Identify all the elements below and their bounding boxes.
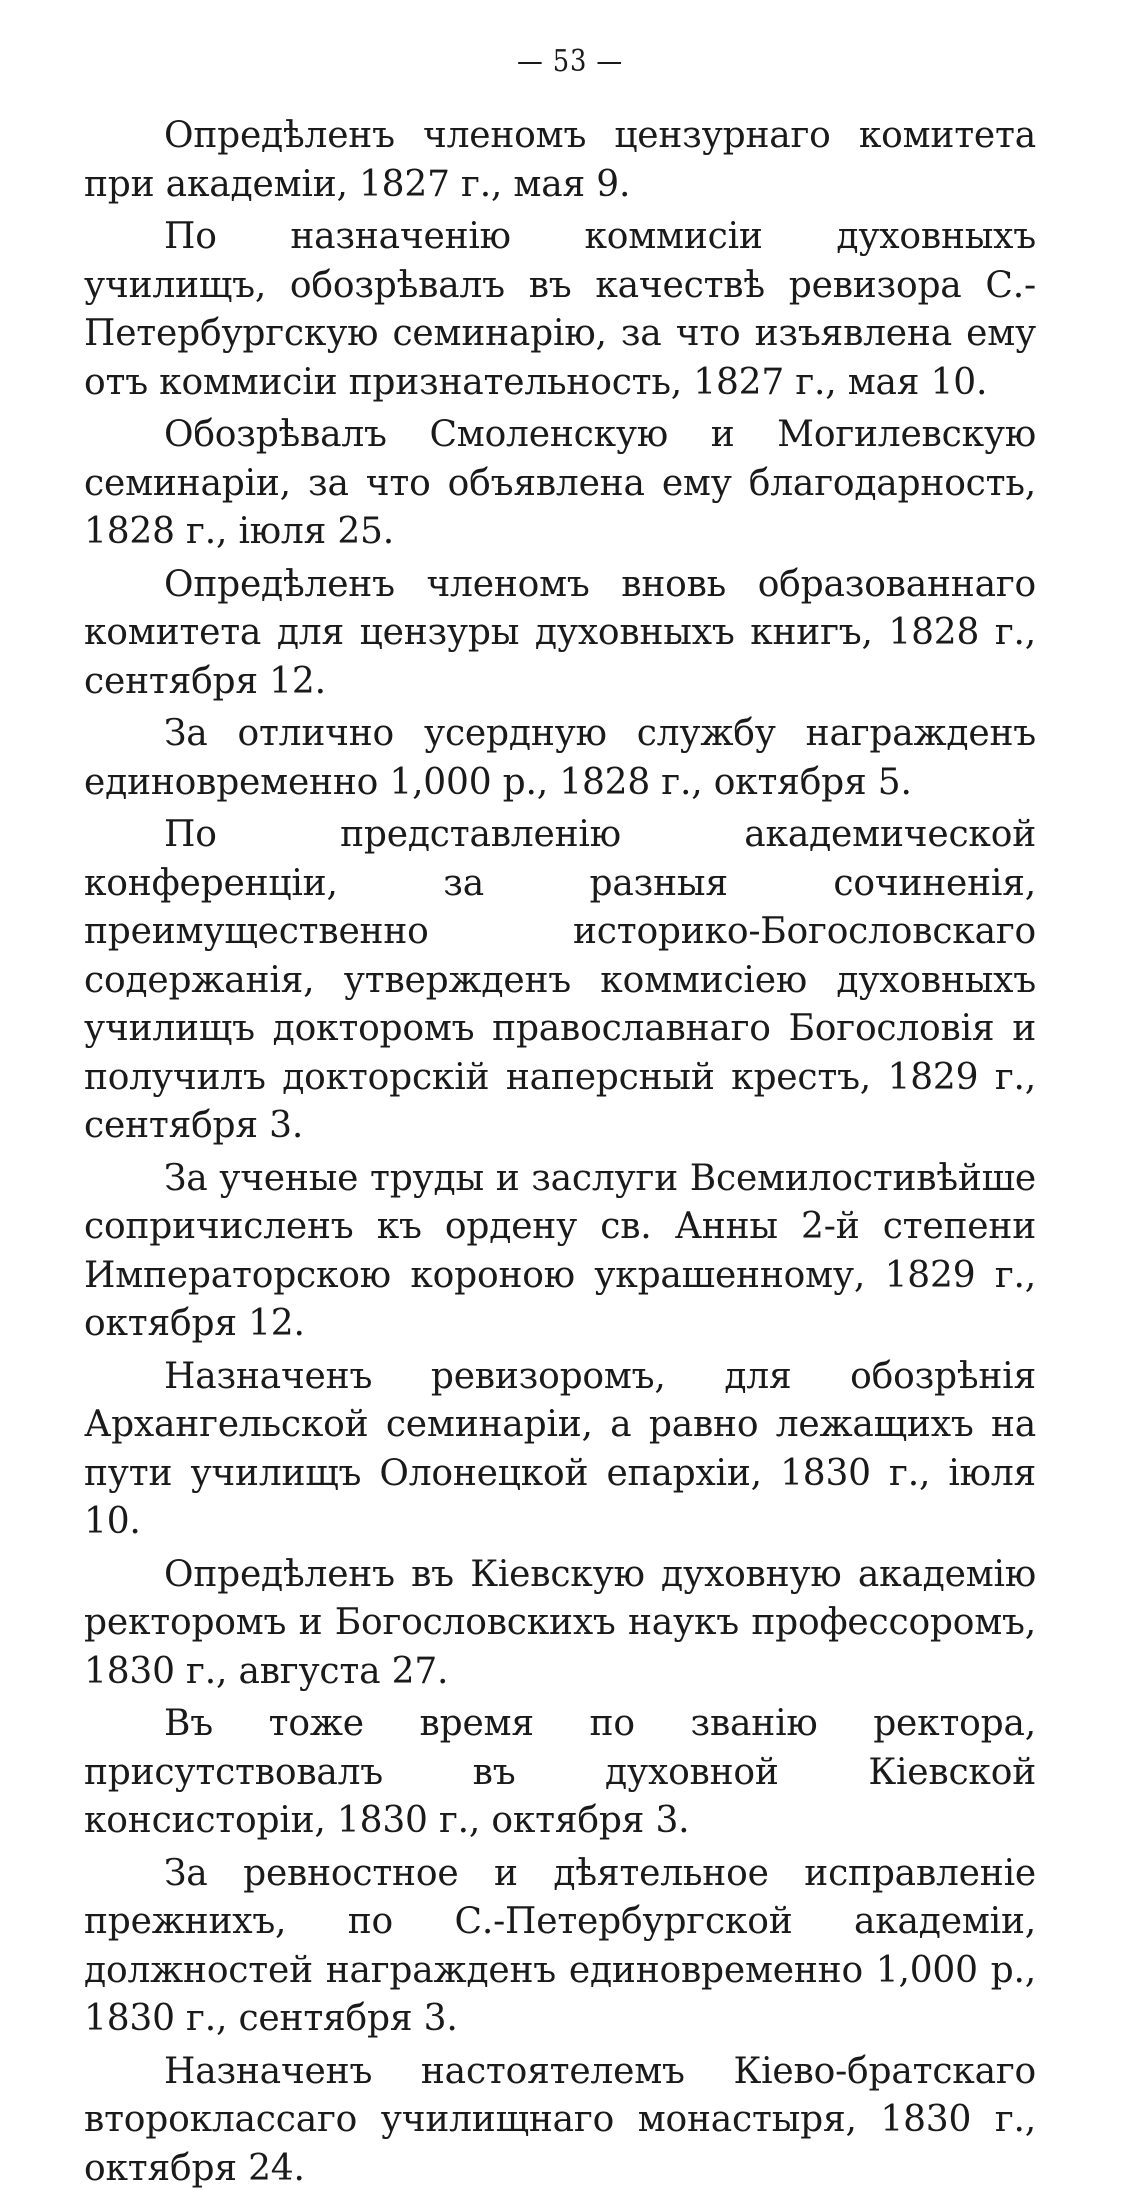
body-text — [84, 112, 1036, 2197]
paragraph-censorship-committee: Опредѣленъ членомъ цензурнаго комитета при академіи, 1827 г., мая 9. — [84, 115, 1036, 205]
paragraph-doctorate: По представленію академической конференціи, за разныя сочиненія, преимущественно историко-Богословскаго содержанія, утвержденъ коммисіею духовныхъ училищъ докторомъ православнаго Богословія и получилъ докторскій наперсный крестъ, 1829 г., сентября 3. — [84, 814, 1036, 1146]
paragraph-service-award: За отлично усердную службу награжденъ единовременно 1,000 р., 1828 г., октября 5. — [84, 713, 1036, 803]
paragraph-monastery-abbot: Назначенъ настоятелемъ Кіево-братскаго второклассаго училищнаго монастыря, 1830 г., октября 24. — [84, 2050, 1036, 2189]
paragraph-diligence-award: За ревностное и дѣятельное исправленіе прежнихъ, по С.-Петербургской академіи, должностей награжденъ единовременно 1,000 р., 1830 г., сентября 3. — [84, 1852, 1036, 2039]
paragraph-spb-seminary-inspection: По назначенію коммисіи духовныхъ училищъ, обозрѣвалъ въ качествѣ ревизора С.-Петербургскую семинарію, за что изъявлена ему отъ коммисіи признательность, 1827 г., мая 10. — [84, 216, 1036, 403]
paragraph-arkhangelsk-inspection: Назначенъ ревизоромъ, для обозрѣнія Архангельской семинаріи, а равно лежащихъ на пути училищъ Олонецкой епархіи, 1830 г., іюля 10. — [84, 1355, 1036, 1542]
page-number: — 53 — — [517, 44, 623, 79]
paragraph-kiev-academy-rector: Опредѣленъ въ Кіевскую духовную академію ректоромъ и Богословскихъ наукъ профессоромъ, 1830 г., августа 27. — [84, 1553, 1036, 1692]
paragraph-kiev-consistory: Въ тоже время по званію ректора, присутствовалъ въ духовной Кіевской консисторіи, 1830 г., октября 3. — [84, 1703, 1036, 1841]
paragraph-order-of-st-anna: За ученые труды и заслуги Всемилостивѣйше сопричисленъ къ ордену св. Анны 2-й степени Императорскою короною украшенному, 1829 г., октября 12. — [84, 1157, 1036, 1344]
paragraph-smolensk-mogilev-inspection: Обозрѣвалъ Смоленскую и Могилевскую семинаріи, за что объявлена ему благодарность, 1828 г., іюля 25. — [84, 414, 1036, 552]
paragraph-spiritual-books-committee: Опредѣленъ членомъ вновь образованнаго комитета для цензуры духовныхъ книгъ, 1828 г., сентября 12. — [84, 563, 1036, 702]
